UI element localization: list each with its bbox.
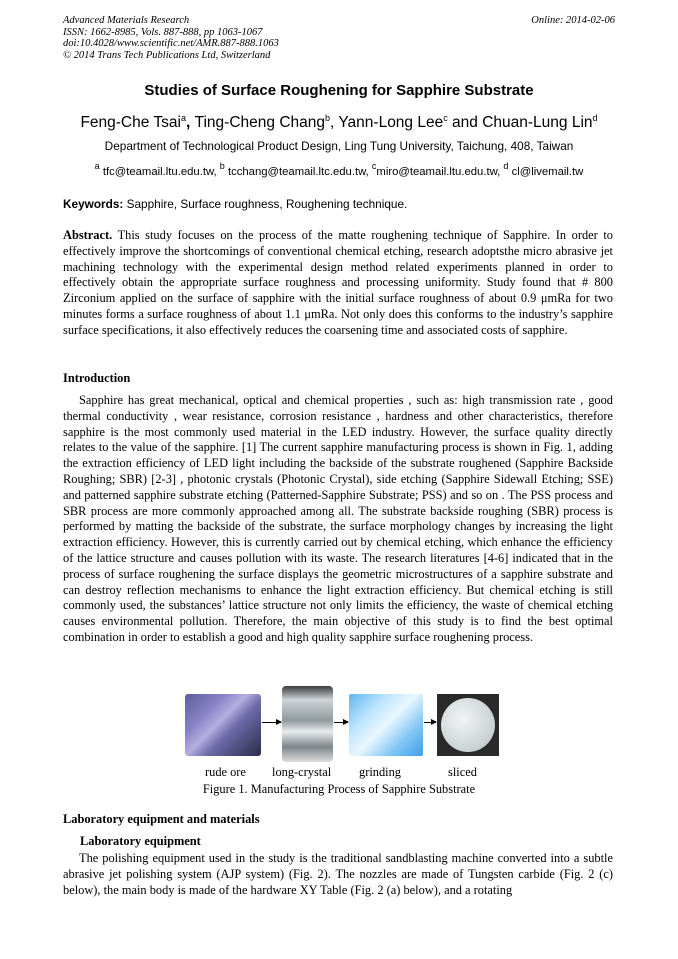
- author-list: [0, 113, 678, 132]
- author-separator: ,: [185, 114, 195, 131]
- subsection-heading: Laboratory equipment: [80, 834, 201, 848]
- author-separator: ,: [330, 114, 339, 131]
- email-address: tcchang@teamail.ltc.edu.tw,: [224, 166, 372, 178]
- author-name: Feng-Che Tsai: [80, 114, 181, 131]
- section-heading-lab-equipment: Laboratory equipment and materials: [63, 812, 260, 826]
- journal-copyright: © 2014 Trans Tech Publications Ltd, Switzerland: [63, 49, 271, 61]
- figure-label: long-crystal: [272, 765, 332, 779]
- figure-label: grinding: [359, 765, 401, 779]
- long-crystal-image: [282, 686, 333, 762]
- paper-title: Studies of Surface Roughening for Sapphire Substrate: [144, 82, 534, 99]
- author-separator: and: [447, 114, 483, 131]
- figure-label: rude ore: [205, 765, 246, 779]
- author-mark: a: [180, 113, 186, 123]
- arrow-right-icon: [334, 722, 348, 723]
- author-mark: d: [592, 113, 598, 123]
- journal-header: [63, 15, 279, 61]
- journal-name: Advanced Materials Research: [63, 15, 190, 26]
- abstract: [63, 228, 613, 339]
- author-name: Yann-Long Lee: [338, 114, 444, 131]
- author-name: Chuan-Lung Lin: [482, 114, 593, 131]
- keywords-label: Keywords:: [63, 197, 124, 211]
- figure-1: [185, 686, 495, 762]
- author-name: Ting-Cheng Chang: [194, 114, 325, 131]
- author-mark: b: [325, 113, 331, 123]
- introduction-paragraph: Sapphire has great mechanical, optical and chemical properties , such as: high transmission rate , good thermal conductivity , wear resistance, corrosion resistance , hardness and other characteristics, therefore sapphire is the most commonly used material in the LED industry. However, the surface quality directly relates to the value of the sapphire. [1] The current sapphire manufacturing process is shown in Fig. 1, adding the extraction efficiency of LED light including the backside of the substrate roughened (Sapphire Backside Roughing; SBR) [2-3] , photonic crystals (Photonic Crystal), side etching (Sapphire Sidewall Etching; SSE) and patterned sapphire substrate etching (Patterned-Sapphire Substrate; PSS) and so on . The PSS process and SBR process are more commonly approached among all. The substrate backside roughing (SBR) process is performed by matting the backside of the substrate, the surface morphology changes by increasing the light extraction efficiency. However, this is currently carried out by chemical etching, which enhance the efficiency of the lattice structure and causes pollution with its waste. The research literatures [4-6] indicated that in the process of surface roughening the surface displays the geometric microstructures of a sapphire substrate and can destroy reflection mechanisms to enhance the light extraction efficiency. But chemical etching is still commonly used, the substances’ lattice structure not only limits the efficiency, the waste of chemical etching causes environmental pollution. Therefore, the main objective of this study is to find the best optimal combination in order to establish a good and high quality sapphire surface roughening process.: [63, 393, 613, 644]
- email-address: tfc@teamail.ltu.edu.tw,: [99, 166, 220, 178]
- email-mark: b: [219, 161, 225, 171]
- email-address: cl@livemail.tw: [508, 166, 584, 178]
- grinding-image: [349, 694, 423, 756]
- sliced-image: [437, 694, 499, 756]
- journal-issn: ISSN: 1662-8985, Vols. 887-888, pp 1063-1067: [63, 26, 263, 38]
- figure-caption: Figure 1. Manufacturing Process of Sapphire Substrate: [202, 782, 476, 796]
- arrow-right-icon: [424, 722, 436, 723]
- lab-equipment-paragraph: The polishing equipment used in the study is the traditional sandblasting machine converted into a subtle abrasive jet polishing system (AJP system) (Fig. 2). The nozzles are made of Tungsten carbide (Fig. 2 (c) below), the main body is made of the hardware XY Table (Fig. 2 (a) below), and a rotating: [63, 851, 613, 897]
- figure-label: sliced: [448, 765, 477, 779]
- wafer-disc: [441, 698, 495, 752]
- section-heading-introduction: Introduction: [63, 371, 131, 385]
- affiliation: Department of Technological Product Design, Ling Tung University, Taichung, 408, Taiwan: [104, 139, 574, 153]
- email-list: [0, 161, 678, 178]
- email-mark: a: [94, 161, 100, 171]
- rude-ore-image: [185, 694, 261, 756]
- online-date: Online: 2014-02-06: [531, 15, 615, 26]
- keywords: [63, 197, 407, 211]
- email-mark: d: [503, 161, 509, 171]
- keywords-text: Sapphire, Surface roughness, Roughening technique.: [123, 197, 408, 211]
- abstract-text: This study focuses on the process of the matte roughening technique of Sapphire. In order to effectively improve the shortcomings of conventional chemical etching, research adoptsthe micro abrasive jet machining technology with the experimental design method related experiments planned in order to effectively obtain the appropriate surface roughness and processing uniformity. Study found that # 800 Zirconium applied on the surface of sapphire with the initial surface roughness of about 0.9 μmRa for two minutes forms a surface roughness of about 1.1 μmRa. Not only does this conforms to the industry’s sapphire surface specifications, it also effectively reduces the coarsening time and associated costs of sapphire.: [63, 228, 613, 337]
- email-address: miro@teamail.ltu.edu.tw,: [376, 166, 504, 178]
- abstract-label: Abstract.: [63, 228, 113, 242]
- author-mark: c: [443, 113, 448, 123]
- email-mark: c: [371, 161, 377, 171]
- journal-doi: doi:10.4028/www.scientific.net/AMR.887-888.1063: [63, 38, 279, 49]
- arrow-right-icon: [262, 722, 281, 723]
